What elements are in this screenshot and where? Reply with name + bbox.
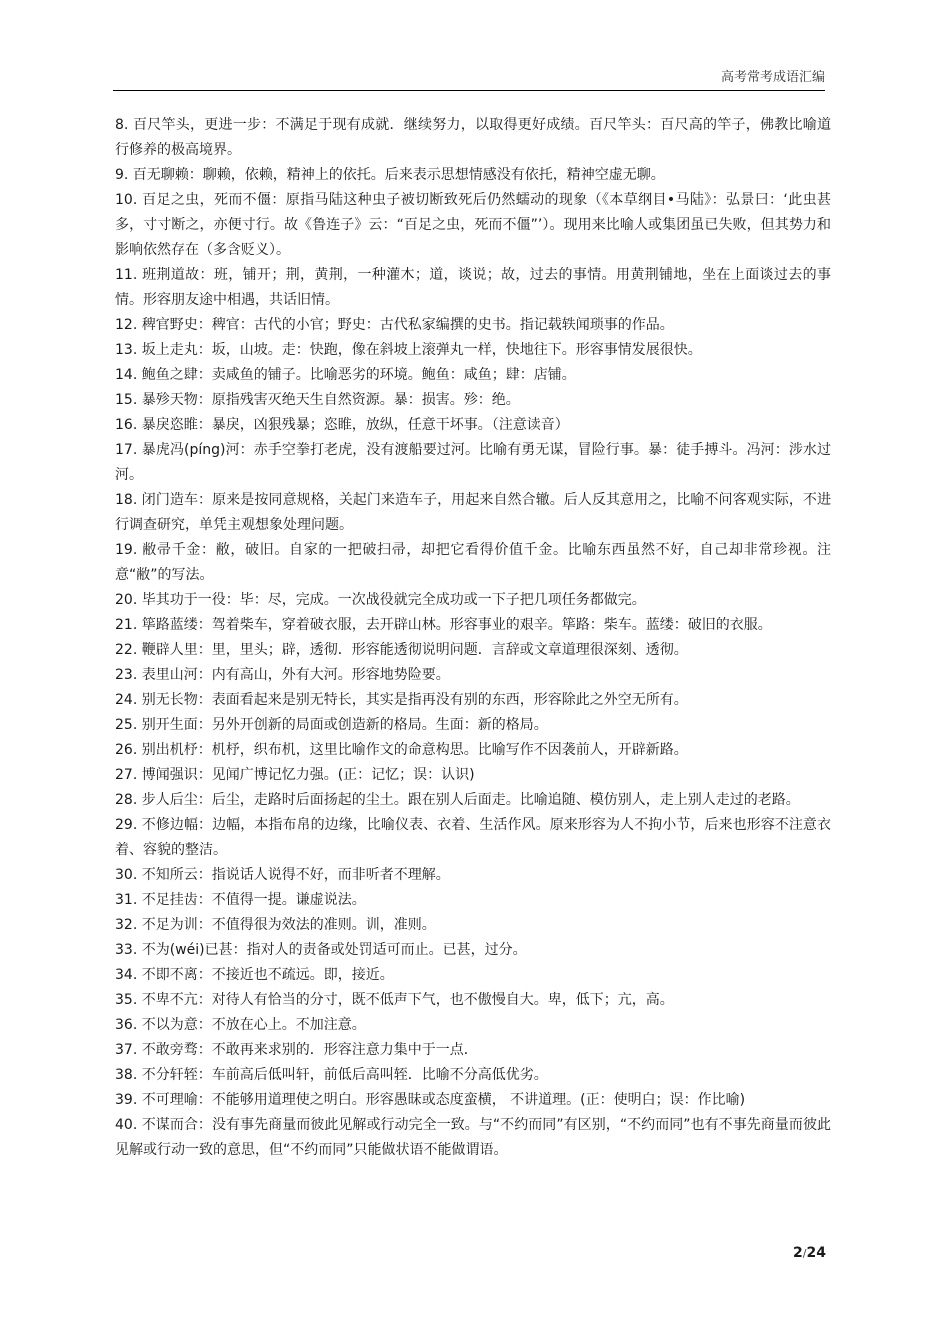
page-separator: / (802, 1247, 807, 1260)
idiom-entry: 29. 不修边幅：边幅，本指布帛的边缘，比喻仪表、衣着、生活作风。原来形容为人不拘小节，后来也形容不注意衣着、容貌的整洁。 (115, 817, 831, 858)
idiom-entry: 33. 不为(wéi)已甚：指对人的责备或处罚适可而止。已甚，过分。 (115, 942, 527, 958)
idiom-entry: 19. 敝帚千金：敝，破旧。自家的一把破扫帚，却把它看得价值千金。比喻东西虽然不好，自己却非常珍视。注意“敝”的写法。 (115, 542, 831, 583)
total-pages: 24 (806, 1245, 826, 1261)
idiom-entry: 31. 不足挂齿：不值得一提。谦虚说法。 (115, 892, 366, 908)
idiom-entry: 27. 博闻强识：见闻广博记忆力强。(正：记忆；误：认识) (115, 767, 475, 783)
idiom-entry: 18. 闭门造车：原来是按同意规格，关起门来造车子，用起来自然合辙。后人反其意用之，比喻不问客观实际，不进行调查研究，单凭主观想象处理问题。 (115, 492, 831, 533)
idiom-entry: 36. 不以为意：不放在心上。不加注意。 (115, 1017, 366, 1033)
idiom-entry: 35. 不卑不亢：对待人有恰当的分寸，既不低声下气，也不傲慢自大。卑，低下；亢，高。 (115, 992, 674, 1008)
idiom-entry: 39. 不可理喻：不能够用道理使之明白。形容愚昧或态度蛮横， 不讲道理。(正：使明白；误：作比喻) (115, 1092, 746, 1108)
idiom-entry: 8. 百尺竿头，更进一步：不满足于现有成就．继续努力，以取得更好成绩。百尺竿头：百尺高的竿子，佛教比喻道行修养的极高境界。 (115, 117, 831, 158)
header-title: 高考常考成语汇编 (720, 70, 825, 85)
idiom-entry: 30. 不知所云：指说话人说得不好，而非听者不理解。 (115, 867, 450, 883)
idiom-entry: 38. 不分轩轾：车前高后低叫轩，前低后高叫轾．比喻不分高低优劣。 (115, 1067, 548, 1083)
idiom-entry: 15. 暴殄天物：原指残害灭绝天生自然资源。暴：损害。殄：绝。 (115, 392, 520, 408)
page-header (113, 70, 825, 91)
idiom-entry: 20. 毕其功于一役：毕：尽，完成。一次战役就完全成功或一下子把几项任务都做完。 (115, 592, 646, 608)
page-number (793, 1244, 826, 1263)
idiom-entry: 26. 别出机杼：机杼，织布机，这里比喻作文的命意构思。比喻写作不因袭前人，开辟新路。 (115, 742, 688, 758)
idiom-entry: 17. 暴虎冯(píng)河：赤手空拳打老虎，没有渡船要过河。比喻有勇无谋，冒险行事。暴：徒手搏斗。冯河：涉水过河。 (115, 442, 831, 483)
idiom-entry: 14. 鲍鱼之肆：卖咸鱼的铺子。比喻恶劣的环境。鲍鱼：咸鱼；肆：店铺。 (115, 367, 576, 383)
idiom-entry: 24. 别无长物：表面看起来是别无特长，其实是指再没有别的东西，形容除此之外空无所有。 (115, 692, 688, 708)
idiom-entry: 21. 筚路蓝缕：驾着柴车，穿着破衣服，去开辟山林。形容事业的艰辛。筚路：柴车。蓝缕：破旧的衣服。 (115, 617, 772, 633)
idiom-entry: 25. 别开生面：另外开创新的局面或创造新的格局。生面：新的格局。 (115, 717, 548, 733)
document-body (115, 113, 831, 1163)
idiom-entry: 12. 稗官野史：稗官：古代的小官；野史：古代私家编撰的史书。指记载轶闻琐事的作品。 (115, 317, 674, 333)
idiom-entry: 10. 百足之虫，死而不僵：原指马陆这种虫子被切断致死后仍然蠕动的现象（《本草纲目•马陆》：弘景曰：‘此虫甚多，寸寸断之，亦便寸行。故《鲁连子》云：“百足之虫，死而不僵”’）。现用来比喻人或集团虽已失败，但其势力和影响依然存在（多含贬义）。 (115, 192, 831, 258)
idiom-entry: 34. 不即不离：不接近也不疏远。即，接近。 (115, 967, 394, 983)
idiom-entry: 16. 暴戾恣睢：暴戾，凶狠残暴；恣睢，放纵，任意干坏事。（注意读音） (115, 417, 569, 433)
idiom-entry: 13. 坂上走丸：坂，山坡。走：快跑，像在斜坡上滚弹丸一样，快地往下。形容事情发展很快。 (115, 342, 702, 358)
idiom-entry: 23. 表里山河：内有高山，外有大河。形容地势险要。 (115, 667, 450, 683)
idiom-entry: 11. 班荆道故：班，铺开；荆，黄荆，一种灌木；道，谈说；故，过去的事情。用黄荆铺地，坐在上面谈过去的事情。形容朋友途中相遇，共话旧情。 (115, 267, 831, 308)
idiom-entry: 22. 鞭辟人里：里，里头；辟，透彻．形容能透彻说明问题．言辞或文章道理很深刻、透彻。 (115, 642, 688, 658)
idiom-entry: 28. 步人后尘：后尘，走路时后面扬起的尘土。跟在别人后面走。比喻追随、模仿别人，走上别人走过的老路。 (115, 792, 800, 808)
current-page: 2 (793, 1245, 803, 1261)
idiom-entry: 40. 不谋而合：没有事先商量而彼此见解或行动完全一致。与“不约而同”有区别，“不约而同”也有不事先商量而彼此见解或行动一致的意思，但“不约而同”只能做状语不能做谓语。 (115, 1117, 831, 1158)
idiom-entry: 37. 不敢旁骛：不敢再来求别的．形容注意力集中于一点． (115, 1042, 478, 1058)
idiom-entry: 32. 不足为训：不值得很为效法的准则。训，准则。 (115, 917, 436, 933)
idiom-entry: 9. 百无聊赖：聊赖，依赖，精神上的依托。后来表示思想情感没有依托，精神空虚无聊。 (115, 167, 665, 183)
